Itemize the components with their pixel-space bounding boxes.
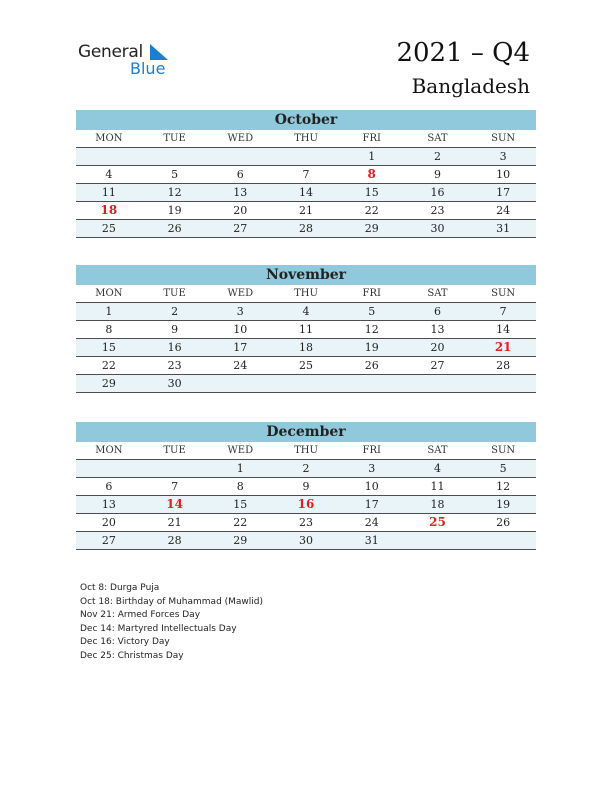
day-cell: 10 <box>233 323 248 336</box>
day-cell: 18 <box>299 341 314 354</box>
day-cell: 18 <box>430 498 445 511</box>
day-cell: 9 <box>433 168 441 181</box>
day-cell: 6 <box>105 480 113 493</box>
day-cell: 24 <box>496 204 511 217</box>
day-cell: 23 <box>299 516 314 529</box>
day-cell: 5 <box>171 168 179 181</box>
day-cell: 31 <box>496 222 511 235</box>
day-cell: 22 <box>233 516 248 529</box>
day-cell: 7 <box>171 480 179 493</box>
holiday-note: Dec 14: Martyred Intellectuals Day <box>80 623 237 634</box>
weekday-label: FRI <box>362 133 381 144</box>
weekday-label: THU <box>294 133 318 144</box>
day-cell: 19 <box>496 498 511 511</box>
day-cell: 28 <box>496 359 511 372</box>
empty-day-cell <box>142 148 208 165</box>
day-cell: 7 <box>499 305 507 318</box>
day-cell: 26 <box>496 516 511 529</box>
day-cell: 5 <box>368 305 376 318</box>
weekday-label: MON <box>95 133 123 144</box>
day-cell: 3 <box>236 305 244 318</box>
day-cell: 16 <box>167 341 182 354</box>
day-cell: 17 <box>496 186 511 199</box>
day-cell: 20 <box>101 516 116 529</box>
empty-day-cell <box>339 375 405 392</box>
day-cell: 26 <box>167 222 182 235</box>
logo-blue-text: Blue <box>130 59 166 78</box>
day-cell: 2 <box>171 305 179 318</box>
day-cell: 14 <box>496 323 511 336</box>
week-row <box>76 148 536 166</box>
week-row <box>76 478 536 496</box>
weekday-label: WED <box>227 288 254 299</box>
weekday-label: TUE <box>163 133 186 144</box>
weekday-label: SUN <box>491 445 516 456</box>
day-cell: 29 <box>101 377 116 390</box>
weekday-label: FRI <box>362 288 381 299</box>
month-december <box>76 422 536 550</box>
weekday-label: THU <box>294 288 318 299</box>
empty-day-cell <box>76 460 142 477</box>
day-cell: 16 <box>430 186 445 199</box>
day-cell: 10 <box>364 480 379 493</box>
holiday-day-cell: 16 <box>297 497 315 511</box>
day-cell: 27 <box>101 534 116 547</box>
month-november <box>76 265 536 393</box>
day-cell: 3 <box>499 150 507 163</box>
day-cell: 7 <box>302 168 310 181</box>
day-cell: 21 <box>167 516 182 529</box>
empty-day-cell <box>142 460 208 477</box>
day-cell: 11 <box>101 186 116 199</box>
week-row <box>76 184 536 202</box>
weekday-label: FRI <box>362 445 381 456</box>
weekday-label: SUN <box>491 133 516 144</box>
logo <box>78 40 178 80</box>
day-cell: 22 <box>101 359 116 372</box>
weekday-label: SAT <box>427 133 448 144</box>
day-cell: 23 <box>167 359 182 372</box>
holiday-note: Dec 16: Victory Day <box>80 637 170 647</box>
day-cell: 8 <box>105 323 113 336</box>
day-cell: 9 <box>171 323 179 336</box>
day-cell: 14 <box>299 186 314 199</box>
day-cell: 28 <box>167 534 182 547</box>
empty-day-cell <box>273 375 339 392</box>
day-cell: 25 <box>101 222 116 235</box>
day-cell: 12 <box>167 186 182 199</box>
empty-day-cell <box>76 148 142 165</box>
day-cell: 4 <box>105 168 113 181</box>
weekday-label: SUN <box>491 288 516 299</box>
holiday-note: Oct 18: Birthday of Muhammad (Mawlid) <box>80 596 264 607</box>
day-cell: 29 <box>364 222 379 235</box>
day-cell: 13 <box>101 498 116 511</box>
holiday-note: Oct 8: Durga Puja <box>80 583 160 593</box>
day-cell: 5 <box>499 462 507 475</box>
day-cell: 13 <box>233 186 248 199</box>
day-cell: 1 <box>236 462 244 475</box>
day-cell: 30 <box>299 534 314 547</box>
empty-day-cell <box>207 375 273 392</box>
holiday-day-cell: 25 <box>429 515 446 529</box>
day-cell: 19 <box>364 341 379 354</box>
day-cell: 21 <box>299 204 314 217</box>
holiday-day-cell: 18 <box>100 203 118 217</box>
holiday-note: Nov 21: Armed Forces Day <box>80 610 201 620</box>
weekday-label: THU <box>294 445 318 456</box>
day-cell: 27 <box>233 222 248 235</box>
holiday-day-cell: 21 <box>494 340 512 354</box>
weekday-row <box>76 285 536 303</box>
day-cell: 22 <box>364 204 379 217</box>
weekday-label: SAT <box>427 288 448 299</box>
day-cell: 15 <box>233 498 248 511</box>
weekday-row <box>76 442 536 460</box>
day-cell: 15 <box>364 186 379 199</box>
day-cell: 1 <box>368 150 376 163</box>
month-header: October <box>76 110 536 130</box>
empty-day-cell <box>470 532 536 549</box>
day-cell: 6 <box>236 168 244 181</box>
day-cell: 3 <box>368 462 376 475</box>
holiday-note: Dec 25: Christmas Day <box>80 650 184 661</box>
logo-general-text: General <box>78 42 143 62</box>
week-row <box>76 460 536 478</box>
day-cell: 1 <box>105 305 113 318</box>
month-header: November <box>76 265 536 285</box>
day-cell: 19 <box>167 204 182 217</box>
holiday-day-cell: 14 <box>166 497 183 511</box>
weekday-label: WED <box>227 133 254 144</box>
page-subtitle: Bangladesh <box>411 74 530 98</box>
day-cell: 25 <box>299 359 314 372</box>
week-row <box>76 514 536 532</box>
week-row <box>76 166 536 184</box>
day-cell: 31 <box>364 534 379 547</box>
week-row <box>76 357 536 375</box>
empty-day-cell <box>273 148 339 165</box>
day-cell: 15 <box>101 341 116 354</box>
weekday-label: WED <box>227 445 254 456</box>
day-cell: 23 <box>430 204 445 217</box>
empty-day-cell <box>207 148 273 165</box>
day-cell: 11 <box>430 480 445 493</box>
day-cell: 2 <box>302 462 310 475</box>
day-cell: 2 <box>433 150 441 163</box>
holiday-notes <box>80 582 263 663</box>
empty-day-cell <box>470 375 536 392</box>
empty-day-cell <box>405 532 471 549</box>
day-cell: 8 <box>236 480 244 493</box>
day-cell: 6 <box>433 305 441 318</box>
week-row <box>76 321 536 339</box>
weekday-label: MON <box>95 445 123 456</box>
day-cell: 10 <box>496 168 511 181</box>
day-cell: 17 <box>364 498 379 511</box>
day-cell: 26 <box>364 359 379 372</box>
day-cell: 11 <box>299 323 314 336</box>
day-cell: 9 <box>302 480 310 493</box>
week-row <box>76 375 536 393</box>
weekday-label: TUE <box>163 445 186 456</box>
month-october <box>76 110 536 238</box>
day-cell: 28 <box>299 222 314 235</box>
day-cell: 17 <box>233 341 248 354</box>
day-cell: 20 <box>233 204 248 217</box>
weekday-row <box>76 130 536 148</box>
day-cell: 27 <box>430 359 445 372</box>
week-row <box>76 303 536 321</box>
page-title: 2021 – Q4 <box>396 38 530 68</box>
weekday-label: MON <box>95 288 123 299</box>
empty-day-cell <box>405 375 471 392</box>
weekday-label: SAT <box>427 445 448 456</box>
day-cell: 20 <box>430 341 445 354</box>
weekday-label: TUE <box>163 288 186 299</box>
week-row <box>76 496 536 514</box>
week-row <box>76 202 536 220</box>
day-cell: 24 <box>364 516 379 529</box>
day-cell: 24 <box>233 359 248 372</box>
week-row <box>76 220 536 238</box>
day-cell: 4 <box>433 462 441 475</box>
week-row <box>76 339 536 357</box>
day-cell: 12 <box>364 323 379 336</box>
week-row <box>76 532 536 550</box>
day-cell: 30 <box>430 222 445 235</box>
day-cell: 4 <box>302 305 310 318</box>
day-cell: 30 <box>167 377 182 390</box>
day-cell: 12 <box>496 480 511 493</box>
day-cell: 13 <box>430 323 445 336</box>
month-header: December <box>76 422 536 442</box>
holiday-day-cell: 8 <box>367 167 376 181</box>
day-cell: 29 <box>233 534 248 547</box>
